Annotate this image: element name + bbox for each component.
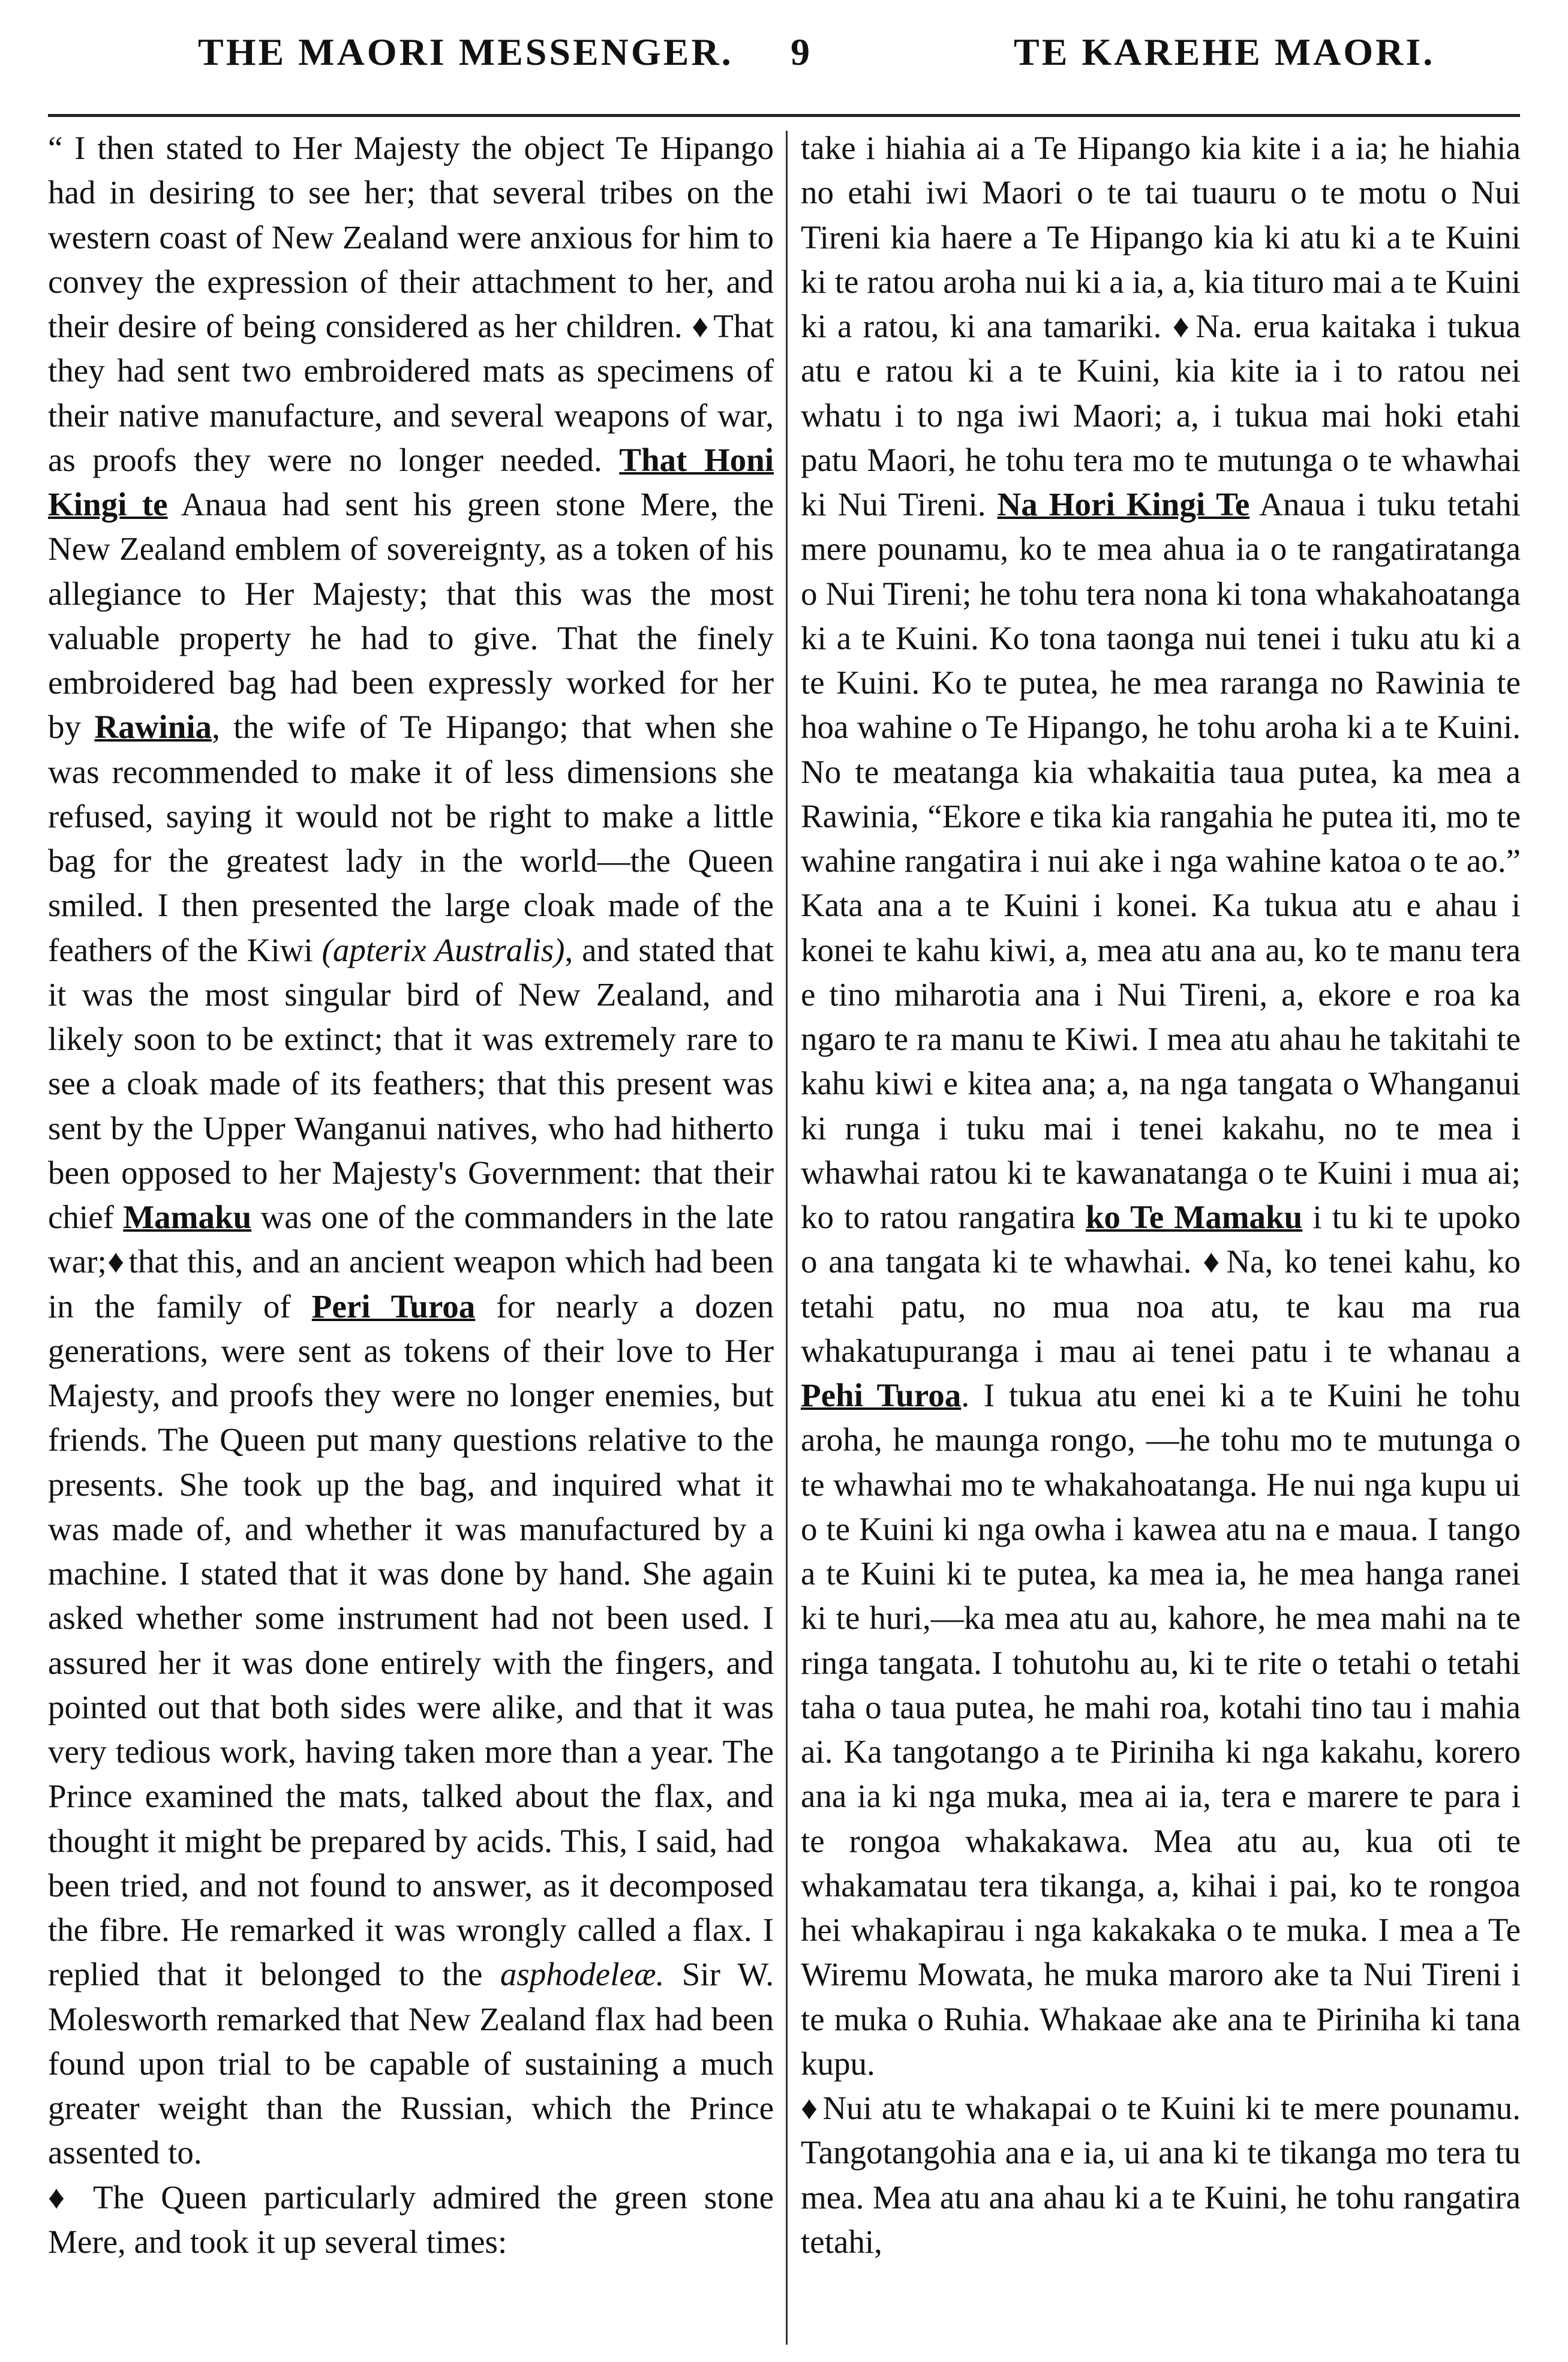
maori-column xyxy=(801,126,1521,2264)
diamond-mark-icon: ♦ xyxy=(48,2178,74,2216)
diamond-mark-icon: ♦ xyxy=(1172,308,1192,344)
latin-name: asphodeleæ. xyxy=(500,1956,665,1993)
english-column xyxy=(48,126,774,2264)
text-run: Sir W. Molesworth remarked that New Zealand flax had been found upon trial to be capable of sustaining a much greater weight than the Russian, which the Prince assented to. xyxy=(48,1956,774,2171)
text-run: That they had sent two embroidered mats as specimens of their native manufacture, and several weapons of war, as proofs they were no longer needed. xyxy=(48,308,774,478)
text-run: Anaua had sent his green stone Mere, the New Zealand emblem of sovereignty, as a token of his allegiance to Her Majesty; that this was the most valuable property he had to give. That the finely embroidered bag had been expressly worked for her by xyxy=(48,486,774,746)
latin-name: (apterix Australis) xyxy=(322,931,565,968)
underlined-name: Peri Turoa xyxy=(311,1287,476,1325)
english-paragraph xyxy=(48,126,774,2175)
diamond-mark-icon: ♦ xyxy=(1203,1243,1223,1280)
page-number: 9 xyxy=(791,31,812,73)
underlined-name: Na Hori Kingi Te xyxy=(997,486,1250,523)
text-run: i tu ki te upoko o ana tangata ki te whawhai. xyxy=(801,1199,1521,1280)
text-run: that this, and an ancient weapon which had been in the family of xyxy=(48,1243,774,1325)
english-masthead: THE MAORI MESSENGER. xyxy=(198,31,734,73)
diamond-mark-icon: ♦ xyxy=(801,2090,819,2126)
underlined-name: Pehi Turoa xyxy=(801,1377,962,1413)
column-divider xyxy=(786,131,788,2345)
text-run: for nearly a dozen generations, were sent as tokens of their love to Her Majesty, and proofs they were no longer enemies, but friends. The Queen put many questions relative to the presents. She took up the bag, and inquired what it was made of, and whether it was manufactured by a machine. I stated that it was done by hand. She again asked whether some instrument had not been used. I assured her it was done entirely with the fingers, and pointed out that both sides were alike, and that it was very tedious work, having taken more than a year. The Prince examined the mats, talked about the flax, and thought it might be prepared by acids. This, I said, had been tried, and not found to answer, as it decomposed the fibre. He remarked it was wrongly called a flax. I replied that it belonged to the xyxy=(48,1287,774,1993)
underlined-name: That Honi Kingi te xyxy=(48,441,774,523)
text-run: Anaua i tuku tetahi mere pounamu, ko te mea ahua ia o te rangatiratanga o Nui Tireni; he tohu tera nona ki tona whakahoatanga ki a te Kuini. Ko tona taonga nui tenei i tuku atu ki a te Kuini. Ko te putea, he mea raranga no Rawinia te hoa wahine o Te Hipango, he tohu aroha ki a te Kuini. No te meatanga kia whakaitia taua putea, ka mea a Rawinia, “Ekore e tika kia rangahia he putea iti, mo te wahine rangatira i nui ake i nga wahine katoa o te ao.” Kata ana a te Kuini i konei. Ka tukua atu e ahau i konei te kahu kiwi, a, mea atu ana au, ko te manu tera e tino miharotia ana i Nui Tireni, a, ekore e roa ka ngaro te ra manu te Kiwi. I mea atu ahau he takitahi te kahu kiwi e kitea ana; a, na nga tangata o Whanganui ki runga i tuku mai i tenei kakahu, no te mea i whawhai ratou ki te kawanatanga o te Kuini i mua ai; ko to ratou rangatira xyxy=(801,486,1521,1235)
text-run: , and stated that it was the most singular bird of New Zealand, and likely soon to be extinct; that it was extremely rare to see a cloak made of its feathers; that this present was sent by the Upper Wanganui natives, who had hitherto been opposed to her Majesty's Government: that their chief xyxy=(48,931,774,1235)
maori-paragraph xyxy=(801,2086,1521,2264)
text-run: take i hiahia ai a Te Hipango kia kite i a ia; he hiahia no etahi iwi Maori o te tai tuauru o te motu o Nui Tireni kia haere a Te Hipango kia ki atu ki a te Kuini ki te ratou aroha nui ki a ia, a, kia tituro mai a te Kuini ki a ratou, ki ana tamariki. xyxy=(801,130,1521,344)
newspaper-page xyxy=(18,23,1550,2345)
text-run: Na. erua kaitaka i tukua atu e ratou ki a te Kuini, kia kite ia i to ratou nei whatu i to nga iwi Maori; a, i tukua mai hoki etahi patu Maori, he tohu tera mo te mutunga o te whawhai ki Nui Tireni. xyxy=(801,308,1521,523)
underlined-name: Mamaku xyxy=(123,1199,252,1235)
text-run: “ I then stated to Her Majesty the object Te Hipango had in desiring to see her; that several tribes on the western coast of New Zealand were anxious for him to convey the expression of their attachment to her, and their desire of being considered as her children. xyxy=(48,130,774,344)
text-run: Na, ko tenei kahu, ko tetahi patu, no mua noa atu, te kau ma rua whakatupuranga i mau ai tenei patu i te whanau a xyxy=(801,1243,1521,1369)
header-rule xyxy=(48,114,1520,117)
text-run: was one of the commanders in the late war; xyxy=(48,1199,774,1280)
maori-masthead: TE KAREHE MAORI. xyxy=(1014,31,1435,73)
text-run: . I tukua atu enei ki a te Kuini he tohu aroha, he maunga rongo, —he tohu mo te mutunga o te whawhai mo te whakahoatanga. He nui nga kupu ui o te Kuini ki nga owha i kawea atu na e maua. I tango a te Kuini ki te putea, ka mea ia, he mea hanga ranei ki te huri,—ka mea atu au, kahore, he mea mahi na te ringa tangata. I tohutohu au, ki te rite o tetahi o tetahi taha o taua putea, he mahi roa, kotahi tino tau i mahia ai. Ka tangotango a te Piriniha ki nga kakahu, korero ana ia ki nga muka, mea ai ia, tera e marere te para i te rongoa whakakawa. Mea atu au, kua oti te whakamatau tera tikanga, a, kihai i pai, ko te rongoa hei whakapirau i nga kakakaka o te muka. I mea a Te Wiremu Mowata, he muka maroro ake ta Nui Tireni i te muka o Ruhia. Whakaae ake ana te Piriniha ki tana kupu. xyxy=(801,1377,1521,2082)
page-header xyxy=(18,23,1550,95)
underlined-name: Rawinia xyxy=(94,709,212,746)
english-paragraph xyxy=(48,2175,774,2265)
text-run: The Queen particularly admired the green stone Mere, and took it up several times: xyxy=(48,2178,774,2260)
diamond-mark-icon: ♦ xyxy=(692,308,710,344)
text-run: , the wife of Te Hipango; that when she was recommended to make it of less dimensions she refused, saying it would not be right to make a little bag for the greatest lady in the world—the Queen smiled. I then presented the large cloak made of the feathers of the Kiwi xyxy=(48,709,774,968)
text-run: Nui atu te whakapai o te Kuini ki te mere pounamu. Tangotangohia ana e ia, ui ana ki te tikanga mo tera tu mea. Mea atu ana ahau ki a te Kuini, he tohu rangatira tetahi, xyxy=(801,2090,1521,2260)
diamond-mark-icon: ♦ xyxy=(106,1243,125,1280)
underlined-name: ko Te Mamaku xyxy=(1085,1199,1303,1235)
maori-paragraph xyxy=(801,126,1521,2086)
